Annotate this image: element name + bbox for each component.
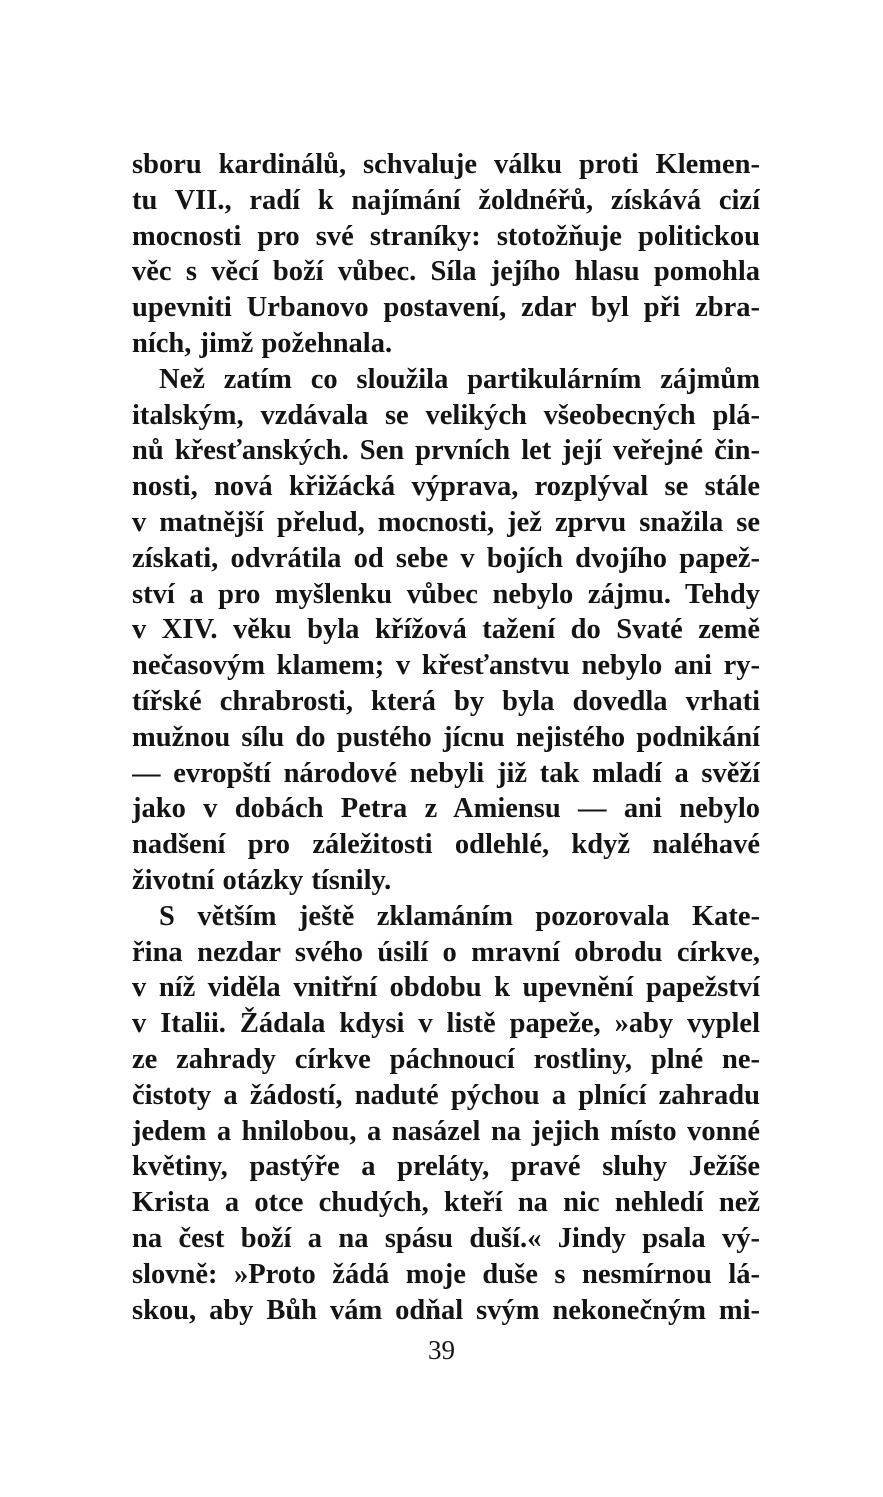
text-line: nů křesťanských. Sen prvních let její veřejné čin-	[132, 435, 760, 467]
paragraph	[132, 362, 760, 899]
text-line: v XIV. věku byla křížová tažení do Svaté země	[132, 614, 760, 646]
text-line: S větším ještě zklamáním pozorovala Kate-	[159, 900, 760, 932]
page-number: 39	[428, 1335, 455, 1365]
text-line: na čest boží a na spásu duší.« Jindy psala vý-	[132, 1222, 760, 1254]
text-line: řina nezdar svého úsilí o mravní obrodu církve,	[132, 936, 760, 968]
text-line: nosti, nová křižácká výprava, rozplýval se stále	[132, 471, 760, 503]
text-line: v Italii. Žádala kdysi v listě papeže, »aby vyplel	[132, 1008, 760, 1040]
paragraph	[132, 147, 760, 362]
text-line: — evropští národové nebyli již tak mladí a svěží	[132, 757, 760, 789]
text-line: nadšení pro záležitosti odlehlé, když naléhavé	[132, 829, 760, 861]
text-line: nečasovým klamem; v křesťanstvu nebylo ani ry-	[132, 650, 760, 682]
text-line: Krista a otce chudých, kteří na nic nehledí než	[132, 1187, 760, 1219]
text-line: italským, vzdávala se velikých všeobecných plá-	[132, 399, 760, 431]
text-line: mužnou sílu do pustého jícnu nejistého podnikání	[132, 721, 760, 753]
text-line: mocnosti pro své straníky: stotožňuje politickou	[132, 220, 760, 252]
text-line: květiny, pastýře a preláty, pravé sluhy Ježíše	[132, 1151, 760, 1183]
text-line: v matnější přelud, mocnosti, jež zprvu snažila se	[132, 506, 760, 538]
text-line: jako v dobách Petra z Amiensu — ani nebylo	[132, 793, 760, 825]
text-line: věc s věcí boží vůbec. Síla jejího hlasu pomohla	[132, 256, 760, 288]
text-line: slovně: »Proto žádá moje duše s nesmírnou lá-	[132, 1258, 760, 1290]
paragraph	[132, 899, 760, 1329]
text-line: sboru kardinálů, schvaluje válku proti Klemen-	[132, 149, 760, 180]
body-text	[132, 147, 760, 1328]
text-line: v níž viděla vnitřní obdobu k upevnění papežství	[132, 972, 760, 1004]
text-line: životní otázky tísnily.	[132, 864, 392, 896]
text-line: skou, aby Bůh vám odňal svým nekonečným mi-	[132, 1294, 760, 1326]
text-line: jedem a hnilobou, a nasázel na jejich místo vonné	[132, 1115, 760, 1147]
text-line: získati, odvrátila od sebe v bojích dvojího papež-	[132, 542, 760, 574]
text-line: tu VII., radí k najímání žoldnéřů, získává cizí	[132, 184, 760, 216]
text-line: Než zatím co sloužila partikulárním zájmům	[159, 363, 760, 395]
text-line: ze zahrady církve páchnoucí rostliny, plné ne-	[132, 1043, 760, 1075]
text-line: čistoty a žádostí, naduté pýchou a plnící zahradu	[132, 1079, 760, 1111]
text-line: tířské chrabrosti, která by byla dovedla vrhati	[132, 685, 760, 717]
text-line: ství a pro myšlenku vůbec nebylo zájmu. Tehdy	[132, 578, 760, 610]
text-line: upevniti Urbanovo postavení, zdar byl při zbra-	[132, 292, 760, 324]
text-line: ních, jimž požehnala.	[132, 327, 393, 359]
